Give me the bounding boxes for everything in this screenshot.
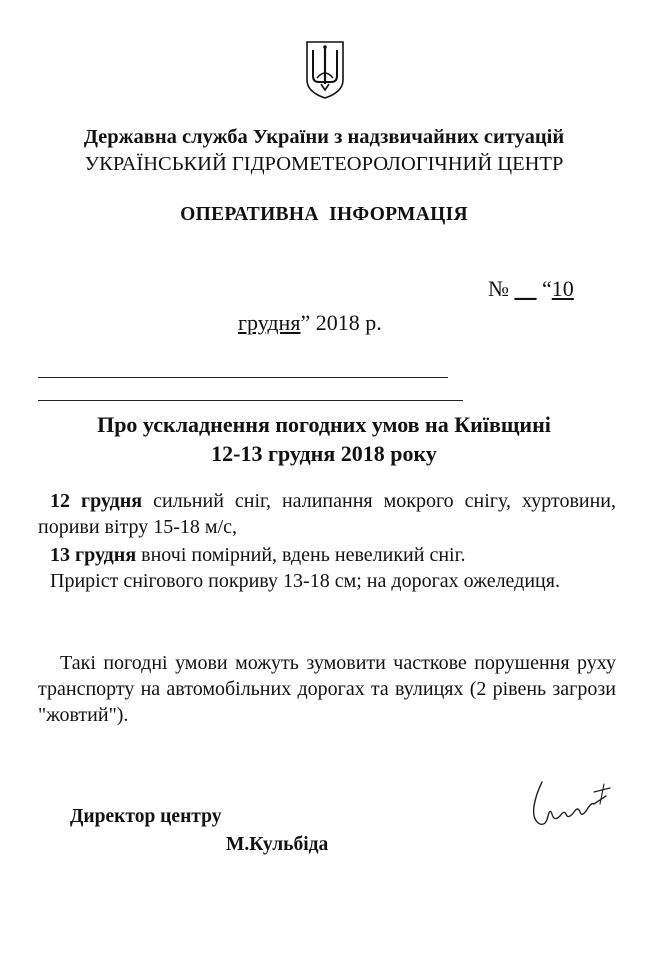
number-prefix: № (488, 276, 509, 301)
center-name: УКРАЇНСЬКИЙ ГІДРОМЕТЕОРОЛОГІЧНИЙ ЦЕНТР (84, 153, 564, 175)
divider-line (38, 377, 448, 378)
signatory-name: М.Кульбіда (226, 834, 329, 855)
registration-day: 10 (551, 276, 574, 301)
subject-line-2: 12-13 грудня 2018 року (211, 441, 437, 466)
document-type-text: ОПЕРАТИВНА ІНФОРМАЦІЯ (180, 204, 468, 225)
coat-of-arms-trident-icon (303, 38, 347, 100)
forecast-paragraph-2 (38, 542, 616, 568)
day-open-quote: “ (542, 276, 552, 301)
subject-heading (0, 410, 648, 468)
forecast-paragraph-1 (38, 488, 616, 540)
signatory-title: Директор центру (70, 806, 222, 827)
registration-date-line (238, 310, 382, 336)
registration-year: ” 2018 р. (300, 310, 382, 335)
registration-number-line (488, 276, 574, 302)
forecast-date-1: 12 грудня (50, 490, 143, 512)
agency-name: Державна служба України з надзвичайних ситуацій (83, 126, 565, 148)
handwritten-signature-icon (520, 776, 616, 836)
forecast-text-2: вночі помірний, вдень невеликий сніг. (136, 544, 466, 566)
number-blank: __ (514, 276, 537, 301)
divider-line (38, 400, 463, 401)
impact-paragraph: Такі погодні умови можуть зумовити часткове порушення руху транспорту на автомобільних дорогах та вулицях (2 рівень загрози "жовтий"). (38, 652, 616, 726)
snow-cover-paragraph: Приріст снігового покриву 13-18 см; на дорогах ожеледиця. (50, 570, 560, 592)
forecast-text-1: сильний сніг, налипання мокрого снігу, хуртовини, пориви вітру 15-18 м/с, (38, 490, 616, 538)
forecast-date-2: 13 грудня (50, 544, 137, 566)
registration-month: грудня (238, 310, 301, 335)
document-type-heading (0, 204, 648, 226)
subject-line-1: Про ускладнення погодних умов на Київщині (97, 412, 551, 437)
